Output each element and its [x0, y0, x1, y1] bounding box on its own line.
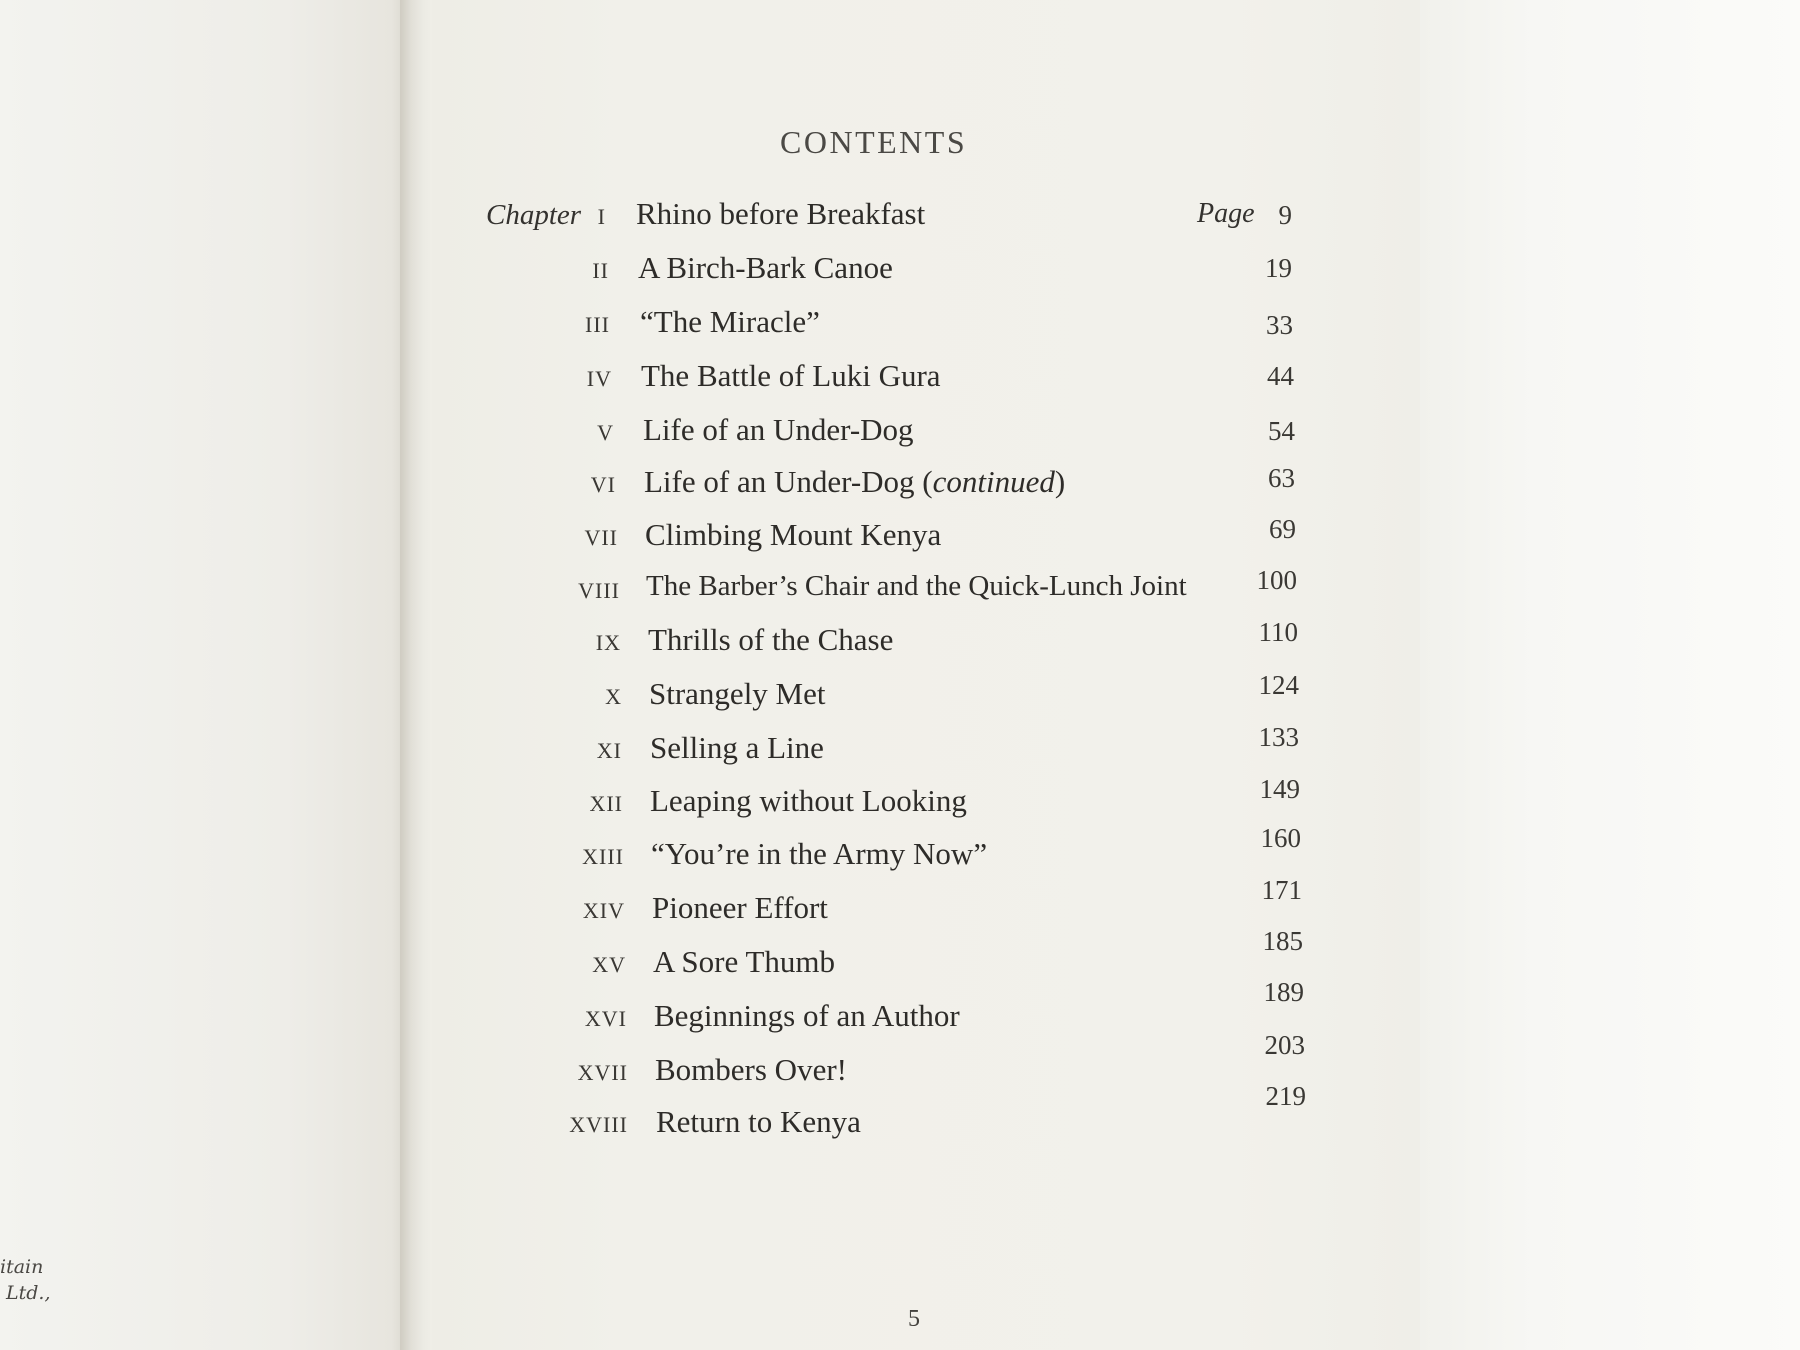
chapter-numeral: XI	[596, 738, 622, 763]
chapter-title	[650, 730, 824, 766]
chapter-title	[653, 944, 835, 980]
chapter-title-text: The Battle of Luki Gura	[641, 358, 941, 393]
chapter-title	[648, 622, 893, 658]
chapter-title-text: “You’re in the Army Now”	[651, 836, 988, 871]
chapter-title-text: Thrills of the Chase	[648, 622, 894, 657]
chapter-title	[638, 250, 893, 286]
page-reference: 110	[1258, 617, 1298, 647]
chapter-title-text: Life of an Under-Dog	[644, 464, 915, 499]
page-reference: 219	[1265, 1081, 1306, 1111]
chapter-title	[655, 1052, 847, 1088]
chapter-title	[640, 304, 820, 340]
contents-heading: CONTENTS	[780, 124, 968, 160]
chapter-title	[650, 783, 967, 819]
page-reference: 203	[1264, 1030, 1305, 1060]
chapter-numeral: I	[597, 204, 606, 229]
chapter-numeral: XV	[592, 952, 626, 977]
chapter-title-text: Bombers Over!	[655, 1052, 847, 1087]
chapter-title	[652, 890, 828, 926]
page-number: 5	[908, 1306, 920, 1332]
book-gutter	[400, 0, 434, 1350]
page-reference: 44	[1267, 361, 1294, 391]
chapter-title	[651, 836, 987, 872]
page-reference: 9	[1278, 200, 1292, 230]
chapter-title	[643, 412, 914, 448]
chapter-numeral: XVIII	[569, 1112, 628, 1137]
chapter-numeral: VI	[590, 472, 616, 497]
chapter-numeral: IV	[586, 366, 612, 391]
chapter-title-text: A Birch-Bark Canoe	[638, 250, 893, 285]
left-page	[0, 0, 408, 1350]
page-reference: 69	[1269, 514, 1296, 544]
chapter-title-text: Leaping without Looking	[650, 783, 967, 818]
chapter-title-text: The Barber’s Chair and the Quick-Lunch Joint	[646, 570, 1187, 602]
page-reference: 19	[1265, 253, 1292, 283]
imprint-line: Ltd.,	[6, 1281, 51, 1304]
page-reference: 189	[1263, 977, 1304, 1007]
chapter-title-text: A Sore Thumb	[653, 944, 835, 979]
chapter-title-text: Climbing Mount Kenya	[645, 517, 942, 552]
page-edge	[1420, 0, 1800, 1350]
chapter-numeral: IX	[595, 630, 621, 655]
chapter-numeral: X	[605, 684, 622, 709]
chapter-title	[649, 676, 826, 712]
chapter-title-text: “The Miracle”	[640, 304, 820, 339]
page-reference: 33	[1266, 310, 1293, 340]
chapter-numeral: XII	[589, 791, 623, 816]
chapter-title-text: Return to Kenya	[656, 1104, 861, 1139]
chapter-title: Life of an Under-Dog (continued)	[644, 464, 1066, 499]
page-reference: 133	[1258, 722, 1299, 752]
chapter-title-text: Pioneer Effort	[652, 890, 828, 925]
imprint-fragment	[0, 1255, 51, 1306]
chapter-numeral: VIII	[578, 578, 620, 603]
chapter-title-suffix: continued	[932, 464, 1055, 499]
page-reference: 185	[1262, 926, 1303, 956]
page-reference: 160	[1260, 823, 1301, 853]
chapter-title-text: Rhino before Breakfast	[636, 196, 926, 231]
chapter-numeral: II	[592, 258, 609, 283]
page-reference: 124	[1258, 670, 1299, 700]
chapter-title	[645, 517, 941, 553]
chapter-title	[641, 358, 941, 394]
page-reference: 54	[1268, 416, 1295, 446]
chapter-column-label: Chapter	[486, 199, 582, 231]
chapter-title	[656, 1104, 861, 1140]
chapter-numeral: XIII	[582, 844, 624, 869]
chapter-title-text: Beginnings of an Author	[654, 998, 960, 1033]
chapter-numeral: XIV	[582, 898, 625, 923]
chapter-numeral: V	[597, 420, 614, 445]
page-reference: 100	[1256, 565, 1297, 595]
chapter-numeral: XVI	[584, 1006, 627, 1031]
chapter-title	[654, 998, 960, 1034]
chapter-numeral: III	[585, 312, 610, 337]
chapter-title	[636, 196, 925, 232]
page-reference: 149	[1259, 774, 1300, 804]
chapter-title-text: Strangely Met	[649, 676, 826, 711]
page-reference: 171	[1261, 875, 1302, 905]
imprint-line: itain	[0, 1256, 44, 1278]
chapter-numeral: XVII	[577, 1060, 628, 1085]
page-column-label: Page	[1197, 198, 1255, 229]
chapter-title-text: Life of an Under-Dog	[643, 412, 914, 447]
chapter-numeral: VII	[584, 525, 618, 550]
chapter-title-text: Selling a Line	[650, 730, 824, 765]
page-reference: 63	[1268, 463, 1295, 493]
chapter-title	[646, 570, 1187, 603]
